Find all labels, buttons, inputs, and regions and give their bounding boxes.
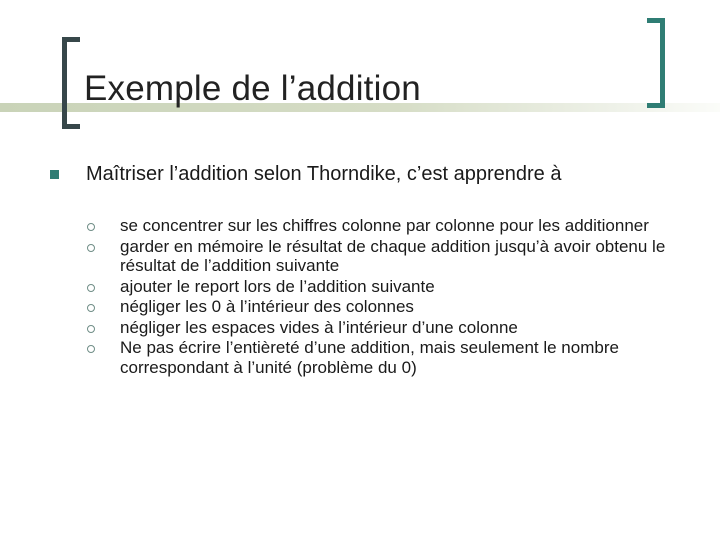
circle-bullet-icon — [87, 325, 95, 333]
sub-bullet-item — [86, 338, 686, 377]
sub-bullet-text: négliger les 0 à l’intérieur des colonnes — [120, 297, 414, 316]
circle-bullet-icon — [87, 304, 95, 312]
right-bracket-decoration — [647, 18, 665, 108]
sub-bullet-text: ajouter le report lors de l’addition suivante — [120, 276, 435, 296]
sub-bullet-text: négliger les espaces vides à l’intérieur d’une colonne — [120, 317, 518, 337]
sub-bullet-text: garder en mémoire le résultat de chaque addition jusqu’à avoir obtenu le résultat de l’addition suivante — [120, 236, 666, 275]
sub-bullet-item — [86, 318, 686, 338]
sub-bullet-item — [86, 237, 686, 276]
circle-bullet-icon — [87, 223, 95, 231]
sub-bullet-item — [86, 297, 686, 317]
sub-bullet-text: Ne pas écrire l’entièreté d’une addition, mais seulement le nombre correspondant à l’unité (problème du 0) — [120, 338, 619, 377]
slide-title: Exemple de l’addition — [84, 69, 421, 108]
sub-bullet-list — [86, 216, 686, 378]
sub-bullet-item — [86, 277, 686, 297]
square-bullet-icon — [50, 170, 59, 179]
sub-bullet-item — [86, 216, 686, 236]
sub-bullet-text: se concentrer sur les chiffres colonne par colonne pour les additionner — [120, 216, 649, 235]
circle-bullet-icon — [87, 284, 95, 292]
circle-bullet-icon — [87, 244, 95, 252]
main-point-text: Maîtriser l’addition selon Thorndike, c’est apprendre à — [86, 163, 562, 185]
circle-bullet-icon — [87, 345, 95, 353]
left-bracket-decoration — [62, 37, 80, 129]
main-bullet-point — [50, 161, 690, 187]
